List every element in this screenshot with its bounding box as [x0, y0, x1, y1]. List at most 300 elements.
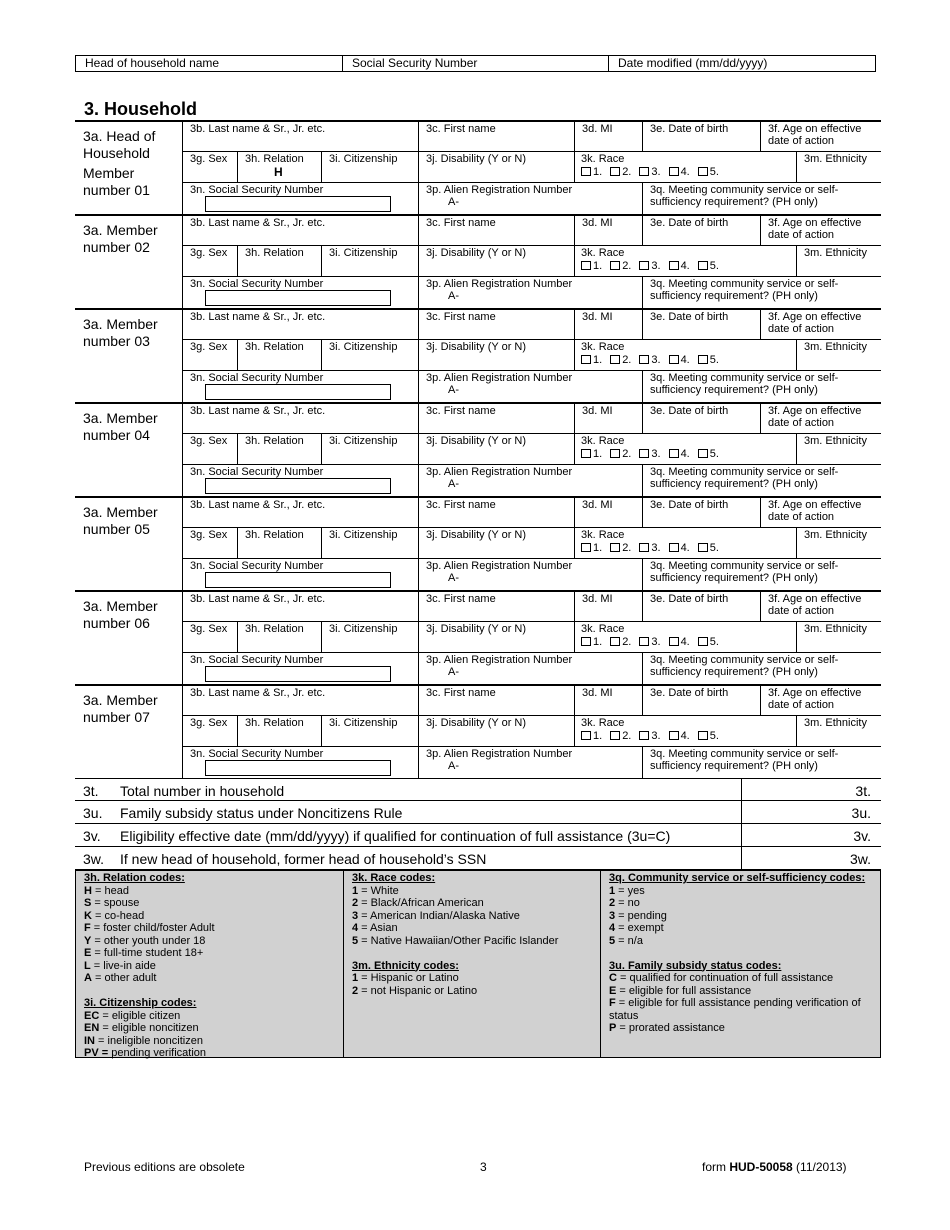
sex-field[interactable]	[183, 246, 238, 276]
disability-field[interactable]	[419, 716, 575, 746]
ethnicity-field[interactable]	[797, 622, 881, 652]
mi-label: 3d. MI	[582, 405, 613, 417]
sex-field[interactable]	[183, 716, 238, 746]
mi-field[interactable]	[575, 310, 643, 339]
race-option[interactable]	[610, 730, 631, 742]
first-name-field[interactable]	[419, 592, 575, 621]
total-code: 3w.	[83, 851, 105, 867]
ethnicity-field[interactable]	[797, 340, 881, 370]
citizenship-field[interactable]	[322, 246, 419, 276]
relation-label: 3h. Relation	[245, 153, 304, 165]
race-option[interactable]	[698, 542, 719, 554]
checkbox-icon[interactable]	[698, 167, 708, 176]
community-service-field[interactable]	[643, 559, 881, 590]
race-option-label: 2.	[622, 354, 632, 366]
dob-label: 3e. Date of birth	[650, 217, 729, 229]
code-key: F	[609, 997, 616, 1009]
community-service-field[interactable]	[643, 183, 881, 214]
checkbox-icon[interactable]	[610, 731, 620, 740]
citizenship-field[interactable]	[322, 716, 419, 746]
relation-label: 3h. Relation	[245, 623, 304, 635]
race-option[interactable]	[698, 260, 719, 272]
codes-legend	[75, 870, 881, 1058]
race-option[interactable]	[698, 448, 719, 460]
community-service-field[interactable]	[643, 747, 881, 778]
community-service-label: 3q. Meeting community service or self-sufficiency requirement? (PH only)	[650, 748, 839, 772]
ethnicity-field[interactable]	[797, 528, 881, 558]
disability-field[interactable]	[419, 340, 575, 370]
first-name-label: 3c. First name	[426, 499, 496, 511]
checkbox-icon[interactable]	[639, 543, 649, 552]
race-option[interactable]	[669, 542, 690, 554]
alien-reg-field[interactable]	[419, 747, 643, 778]
last-name-field[interactable]	[183, 310, 419, 339]
member-block	[75, 308, 881, 402]
relation-field[interactable]	[238, 622, 322, 652]
code-value: = other youth under 18	[91, 934, 206, 947]
code-value: = exempt	[615, 922, 664, 934]
total-text: Total number in household	[120, 783, 285, 799]
checkbox-icon[interactable]	[581, 261, 591, 270]
member-grid	[183, 216, 881, 308]
citizenship-field[interactable]	[322, 434, 419, 464]
race-option[interactable]	[639, 260, 660, 272]
relation-label: 3h. Relation	[245, 529, 304, 541]
alien-reg-field[interactable]	[419, 183, 643, 214]
ssn-input[interactable]	[205, 384, 391, 400]
community-service-label: 3q. Meeting community service or self-sufficiency requirement? (PH only)	[650, 466, 839, 490]
race-label: 3k. Race	[581, 341, 625, 353]
checkbox-icon[interactable]	[639, 731, 649, 740]
dob-field[interactable]	[643, 686, 761, 715]
checkbox-icon[interactable]	[581, 355, 591, 364]
first-name-label: 3c. First name	[426, 123, 496, 135]
race-option[interactable]	[581, 730, 602, 742]
checkbox-icon[interactable]	[698, 543, 708, 552]
first-name-field[interactable]	[419, 216, 575, 245]
race-option[interactable]	[581, 166, 602, 178]
race-option[interactable]	[581, 636, 602, 648]
member-label-cell	[75, 122, 183, 214]
last-name-label: 3b. Last name & Sr., Jr. etc.	[190, 687, 326, 699]
head-name-field[interactable]	[76, 56, 343, 71]
relation-field[interactable]	[238, 434, 322, 464]
ssn-input[interactable]	[205, 478, 391, 494]
checkbox-icon[interactable]	[581, 449, 591, 458]
race-option[interactable]	[669, 448, 690, 460]
disability-label: 3j. Disability (Y or N)	[426, 529, 527, 541]
disability-field[interactable]	[419, 152, 575, 182]
race-option[interactable]	[610, 542, 631, 554]
code-value: = ineligible noncitizen	[95, 1034, 203, 1047]
code-item	[352, 885, 600, 898]
code-item	[609, 922, 880, 935]
ethnicity-field[interactable]	[797, 716, 881, 746]
citizenship-field[interactable]	[322, 340, 419, 370]
race-option[interactable]	[639, 730, 660, 742]
code-value: = co-head	[91, 909, 145, 922]
race-option-label: 4.	[680, 636, 690, 648]
alien-reg-field[interactable]	[419, 559, 643, 590]
relation-codes-list	[84, 885, 343, 985]
member-row-names	[183, 686, 881, 716]
race-option[interactable]	[581, 448, 602, 460]
total-text: Eligibility effective date (mm/dd/yyyy) if qualified for continuation of full assistance (3u=C)	[120, 828, 671, 844]
dob-field[interactable]	[643, 310, 761, 339]
code-key: P	[609, 1022, 617, 1034]
race-option-label: 2.	[622, 166, 632, 178]
code-item	[84, 922, 343, 935]
household-header-bar	[75, 55, 876, 72]
ssn-input[interactable]	[205, 666, 391, 682]
mi-field[interactable]	[575, 404, 643, 433]
member-row-names	[183, 216, 881, 246]
sex-field[interactable]	[183, 152, 238, 182]
code-value: = other adult	[91, 972, 157, 984]
member-ssn-field	[183, 559, 419, 590]
checkbox-icon[interactable]	[610, 449, 620, 458]
first-name-field[interactable]	[419, 122, 575, 151]
race-options	[581, 260, 796, 272]
member-block	[75, 214, 881, 308]
member-row-names	[183, 122, 881, 152]
first-name-label: 3c. First name	[426, 405, 496, 417]
alien-reg-field[interactable]	[419, 653, 643, 684]
alien-reg-field[interactable]	[419, 277, 643, 308]
sex-field[interactable]	[183, 434, 238, 464]
checkbox-icon[interactable]	[698, 355, 708, 364]
member-ssn-label: 3n. Social Security Number	[190, 466, 324, 478]
citizenship-label: 3i. Citizenship	[329, 623, 398, 635]
code-key: E	[84, 947, 92, 959]
date-modified-label: Date modified (mm/dd/yyyy)	[618, 56, 768, 70]
member-block	[75, 590, 881, 684]
code-value: = eligible noncitizen	[99, 1022, 199, 1034]
race-option[interactable]	[610, 636, 631, 648]
last-name-field[interactable]	[183, 498, 419, 527]
ethnicity-label: 3m. Ethnicity	[804, 717, 867, 729]
code-item	[352, 922, 600, 935]
relation-field[interactable]	[238, 528, 322, 558]
code-item	[609, 1022, 880, 1035]
alien-reg-label: 3p. Alien Registration Number	[426, 560, 573, 572]
citizenship-label: 3i. Citizenship	[329, 153, 398, 165]
checkbox-icon[interactable]	[610, 637, 620, 646]
alien-reg-field[interactable]	[419, 371, 643, 402]
age-label: 3f. Age on effective date of action	[768, 123, 862, 147]
code-item	[84, 910, 343, 923]
first-name-field[interactable]	[419, 310, 575, 339]
code-item	[609, 997, 880, 1022]
checkbox-icon[interactable]	[698, 449, 708, 458]
member-row-names	[183, 404, 881, 434]
total-answer-field[interactable]	[741, 779, 881, 801]
age-field[interactable]	[761, 686, 881, 715]
total-text: If new head of household, former head of household’s SSN	[120, 851, 487, 867]
race-option[interactable]	[669, 730, 690, 742]
race-options	[581, 448, 796, 460]
checkbox-icon[interactable]	[669, 355, 679, 364]
race-option[interactable]	[639, 542, 660, 554]
member-row-details	[183, 716, 881, 747]
disability-field[interactable]	[419, 528, 575, 558]
community-codes-title: 3q. Community service or self-sufficiency codes:	[609, 872, 866, 884]
citizenship-field[interactable]	[322, 622, 419, 652]
age-field[interactable]	[761, 498, 881, 527]
race-option-label: 1.	[593, 636, 603, 648]
date-modified-field[interactable]	[609, 56, 875, 71]
checkbox-icon[interactable]	[669, 731, 679, 740]
relation-codes-title: 3h. Relation codes:	[84, 872, 185, 884]
race-option[interactable]	[698, 636, 719, 648]
ssn-input[interactable]	[205, 572, 391, 588]
codes-col-1	[76, 871, 344, 1057]
race-option[interactable]	[610, 448, 631, 460]
community-service-label: 3q. Meeting community service or self-sufficiency requirement? (PH only)	[650, 654, 839, 678]
last-name-field[interactable]	[183, 404, 419, 433]
relation-field[interactable]	[238, 340, 322, 370]
mi-label: 3d. MI	[582, 123, 613, 135]
code-item	[609, 985, 880, 998]
mi-field[interactable]	[575, 216, 643, 245]
race-option[interactable]	[698, 354, 719, 366]
code-value: = full-time student 18+	[91, 947, 204, 959]
race-option[interactable]	[581, 542, 602, 554]
last-name-label: 3b. Last name & Sr., Jr. etc.	[190, 405, 326, 417]
code-item	[352, 897, 600, 910]
race-option[interactable]	[610, 166, 631, 178]
race-option[interactable]	[669, 260, 690, 272]
age-label: 3f. Age on effective date of action	[768, 593, 862, 617]
checkbox-icon[interactable]	[698, 637, 708, 646]
member-block	[75, 496, 881, 590]
checkbox-icon[interactable]	[698, 731, 708, 740]
first-name-field[interactable]	[419, 498, 575, 527]
disability-field[interactable]	[419, 622, 575, 652]
community-service-field[interactable]	[643, 465, 881, 496]
form-prefix: form	[702, 1160, 730, 1174]
disability-field[interactable]	[419, 246, 575, 276]
race-option-label: 2.	[622, 542, 632, 554]
race-option[interactable]	[581, 260, 602, 272]
race-option[interactable]	[669, 354, 690, 366]
checkbox-icon[interactable]	[639, 449, 649, 458]
checkbox-icon[interactable]	[639, 355, 649, 364]
ssn-input[interactable]	[205, 196, 391, 212]
dob-field[interactable]	[643, 216, 761, 245]
code-key: 5	[609, 934, 616, 947]
member-row-details	[183, 152, 881, 183]
first-name-label: 3c. First name	[426, 687, 496, 699]
race-option[interactable]	[639, 636, 660, 648]
checkbox-icon[interactable]	[610, 261, 620, 270]
checkbox-icon[interactable]	[669, 261, 679, 270]
member-grid	[183, 404, 881, 496]
code-key: A	[84, 972, 92, 984]
citizenship-label: 3i. Citizenship	[329, 247, 398, 259]
checkbox-icon[interactable]	[669, 449, 679, 458]
checkbox-icon[interactable]	[581, 167, 591, 176]
disability-field[interactable]	[419, 434, 575, 464]
code-value: = Asian	[358, 922, 398, 934]
first-name-field[interactable]	[419, 686, 575, 715]
first-name-field[interactable]	[419, 404, 575, 433]
ssn-field[interactable]	[343, 56, 609, 71]
race-option-label: 3.	[651, 542, 661, 554]
checkbox-icon[interactable]	[610, 167, 620, 176]
last-name-field[interactable]	[183, 122, 419, 151]
race-option-label: 1.	[593, 542, 603, 554]
race-label: 3k. Race	[581, 435, 625, 447]
alien-reg-label: 3p. Alien Registration Number	[426, 372, 573, 384]
sex-label: 3g. Sex	[190, 247, 228, 259]
ethnicity-field[interactable]	[797, 152, 881, 182]
checkbox-icon[interactable]	[698, 261, 708, 270]
checkbox-icon[interactable]	[669, 543, 679, 552]
age-label: 3f. Age on effective date of action	[768, 499, 862, 523]
age-field[interactable]	[761, 122, 881, 151]
checkbox-icon[interactable]	[581, 543, 591, 552]
member-sublabel: Member number 01	[83, 165, 150, 198]
citizenship-field[interactable]	[322, 152, 419, 182]
mi-field[interactable]	[575, 122, 643, 151]
race-option[interactable]	[698, 166, 719, 178]
code-value: = n/a	[615, 934, 643, 947]
total-row	[75, 847, 881, 870]
member-row-names	[183, 592, 881, 622]
race-option-label: 3.	[651, 354, 661, 366]
member-ssn-field	[183, 277, 419, 308]
code-key: 1	[609, 884, 616, 897]
dob-field[interactable]	[643, 404, 761, 433]
age-field[interactable]	[761, 310, 881, 339]
race-option[interactable]	[669, 636, 690, 648]
age-field[interactable]	[761, 216, 881, 245]
total-answer-field[interactable]	[741, 824, 881, 846]
code-key: L	[84, 959, 91, 972]
ssn-input[interactable]	[205, 760, 391, 776]
citizenship-codes-title: 3i. Citizenship codes:	[84, 997, 197, 1009]
code-item	[609, 972, 880, 985]
community-service-field[interactable]	[643, 653, 881, 684]
sex-field[interactable]	[183, 622, 238, 652]
ethnicity-codes-list	[352, 972, 600, 997]
race-option[interactable]	[639, 354, 660, 366]
member-label-cell	[75, 686, 183, 778]
citizenship-label: 3i. Citizenship	[329, 341, 398, 353]
race-option-label: 2.	[622, 636, 632, 648]
race-label: 3k. Race	[581, 717, 625, 729]
checkbox-icon[interactable]	[581, 637, 591, 646]
last-name-label: 3b. Last name & Sr., Jr. etc.	[190, 311, 326, 323]
ethnicity-field[interactable]	[797, 246, 881, 276]
race-field	[575, 246, 797, 276]
code-key: F	[84, 922, 91, 934]
mi-field[interactable]	[575, 686, 643, 715]
checkbox-icon[interactable]	[610, 543, 620, 552]
mi-label: 3d. MI	[582, 311, 613, 323]
last-name-field[interactable]	[183, 216, 419, 245]
ethnicity-field[interactable]	[797, 434, 881, 464]
code-key: 2	[352, 984, 359, 997]
race-option-label: 1.	[593, 448, 603, 460]
first-name-label: 3c. First name	[426, 593, 496, 605]
codes-col-3	[601, 871, 880, 1057]
mi-field[interactable]	[575, 592, 643, 621]
checkbox-icon[interactable]	[669, 637, 679, 646]
alien-reg-field[interactable]	[419, 465, 643, 496]
checkbox-icon[interactable]	[639, 637, 649, 646]
race-option[interactable]	[639, 448, 660, 460]
checkbox-icon[interactable]	[639, 261, 649, 270]
code-value: = pending	[615, 909, 667, 922]
race-option-label: 2.	[622, 730, 632, 742]
race-option[interactable]	[610, 354, 631, 366]
code-key: 3	[609, 909, 616, 922]
checkbox-icon[interactable]	[639, 167, 649, 176]
code-value: = prorated assistance	[616, 1022, 725, 1034]
checkbox-icon[interactable]	[581, 731, 591, 740]
citizenship-field[interactable]	[322, 528, 419, 558]
community-service-field[interactable]	[643, 371, 881, 402]
age-field[interactable]	[761, 404, 881, 433]
community-service-field[interactable]	[643, 277, 881, 308]
race-option-label: 1.	[593, 730, 603, 742]
sex-field[interactable]	[183, 528, 238, 558]
race-option-label: 3.	[651, 260, 661, 272]
total-answer-field[interactable]	[741, 847, 881, 869]
member-row-ids	[183, 559, 881, 590]
checkbox-icon[interactable]	[610, 355, 620, 364]
race-option[interactable]	[581, 354, 602, 366]
relation-field[interactable]	[238, 246, 322, 276]
sex-field[interactable]	[183, 340, 238, 370]
race-option[interactable]	[669, 166, 690, 178]
race-label: 3k. Race	[581, 247, 625, 259]
code-key: K	[84, 909, 92, 922]
race-option[interactable]	[698, 730, 719, 742]
disability-label: 3j. Disability (Y or N)	[426, 153, 527, 165]
last-name-field[interactable]	[183, 592, 419, 621]
codes-col-2	[344, 871, 601, 1057]
alien-prefix: A-	[448, 196, 459, 208]
relation-field[interactable]	[238, 716, 322, 746]
checkbox-icon[interactable]	[669, 167, 679, 176]
dob-field[interactable]	[643, 592, 761, 621]
member-grid	[183, 686, 881, 778]
age-field[interactable]	[761, 592, 881, 621]
race-option[interactable]	[639, 166, 660, 178]
race-option[interactable]	[610, 260, 631, 272]
alien-prefix: A-	[448, 384, 459, 396]
mi-field[interactable]	[575, 498, 643, 527]
dob-field[interactable]	[643, 498, 761, 527]
relation-value: H	[274, 165, 283, 179]
dob-field[interactable]	[643, 122, 761, 151]
sex-label: 3g. Sex	[190, 153, 228, 165]
total-answer-field[interactable]	[741, 801, 881, 823]
ssn-input[interactable]	[205, 290, 391, 306]
race-option-label: 5.	[709, 448, 719, 460]
race-option-label: 1.	[593, 166, 603, 178]
sex-label: 3g. Sex	[190, 341, 228, 353]
code-value: = spouse	[91, 897, 140, 909]
relation-label: 3h. Relation	[245, 247, 304, 259]
member-row-ids	[183, 371, 881, 402]
last-name-field[interactable]	[183, 686, 419, 715]
relation-field[interactable]	[238, 152, 322, 182]
community-codes-list	[609, 885, 880, 948]
